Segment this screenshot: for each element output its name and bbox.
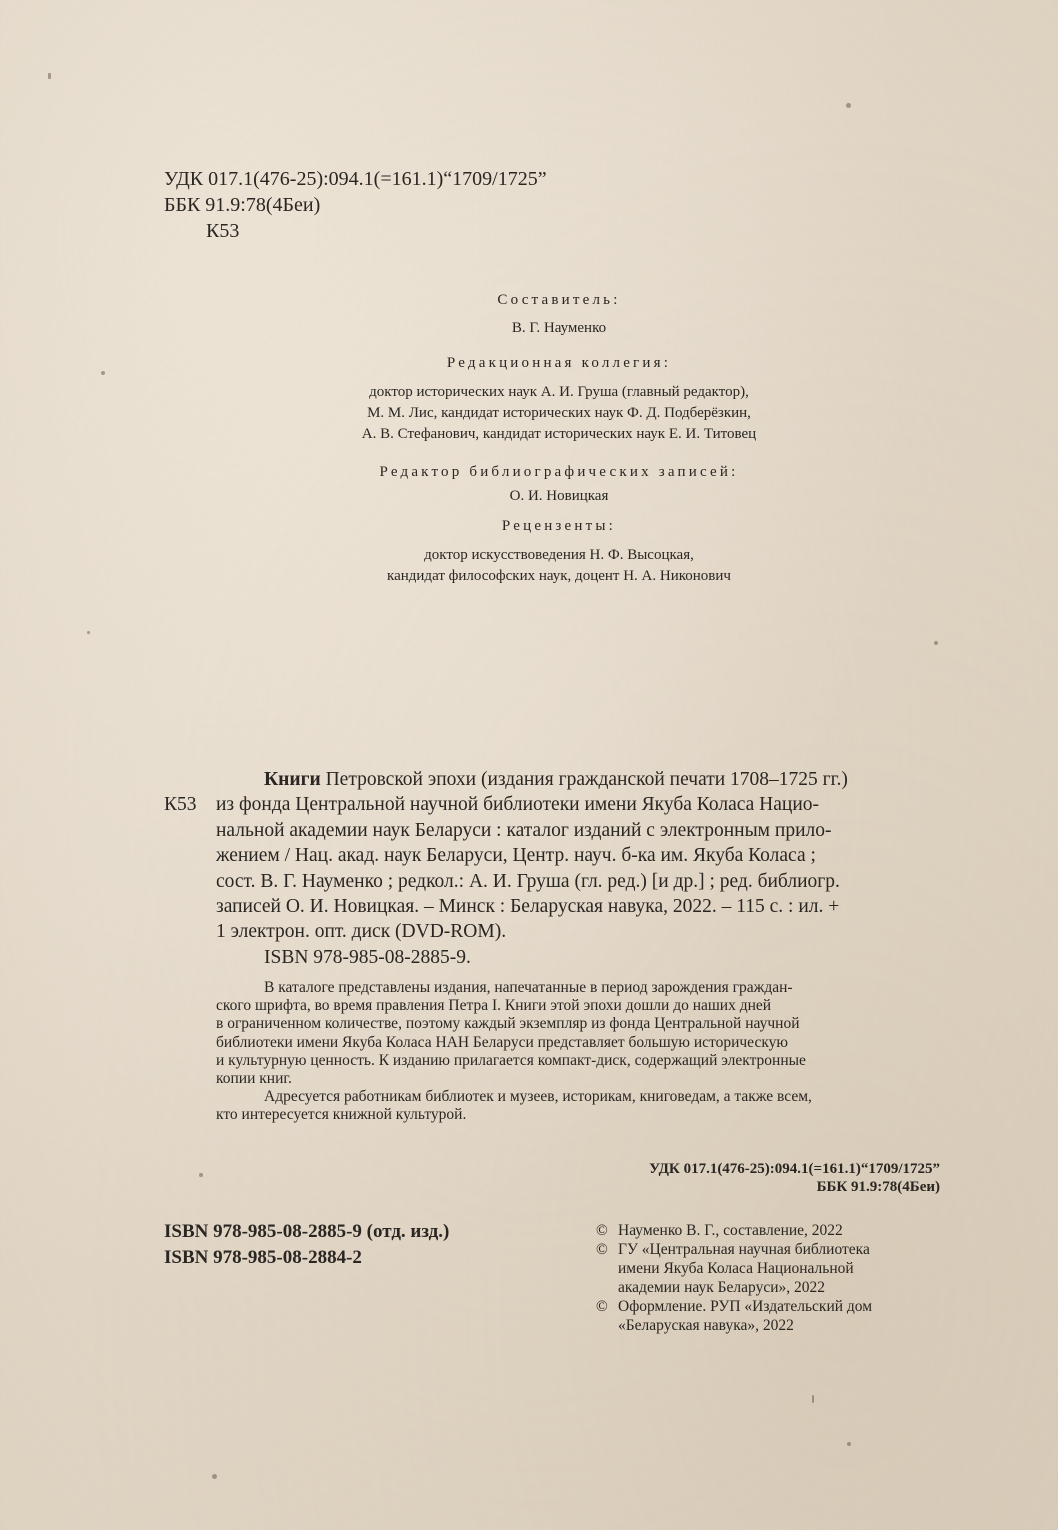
paper-speck — [934, 641, 938, 645]
annotation-line: ского шрифта, во время правления Петра I. Книги этой эпохи дошли до наших дней — [216, 997, 772, 1015]
compiler-section — [0, 290, 1058, 311]
bibliographic-record — [164, 767, 940, 970]
udk-code: УДК 017.1(476-25):094.1(=161.1)“1709/1725” — [164, 168, 547, 190]
copyright-icon: © — [596, 1241, 608, 1258]
copyright-icon: © — [596, 1298, 608, 1315]
copyright-line: Оформление. РУП «Издательский дом — [618, 1298, 873, 1315]
paper-speck — [48, 73, 51, 79]
annotation-line: Адресуется работникам библиотек и музеев, историкам, книговедам, а также всем, — [264, 1088, 812, 1106]
reviewers-label: Рецензенты: — [501, 518, 617, 534]
paper-speck — [812, 1395, 814, 1403]
record-isbn: ISBN 978-985-08-2885-9. — [264, 946, 471, 968]
biblio-editor-name: О. И. Новицкая — [509, 488, 609, 504]
udk-code-bottom: УДК 017.1(476-25):094.1(=161.1)“1709/1725” — [649, 1161, 940, 1177]
record-line: нальной академии наук Беларуси : каталог изданий с электронным прило- — [216, 819, 832, 841]
biblio-editor-section — [0, 462, 1058, 507]
reviewers-section — [0, 516, 1058, 537]
reviewer-line: доктор искусствоведения Н. Ф. Высоцкая, — [424, 547, 694, 563]
copyright-line: академии наук Беларуси», 2022 — [618, 1279, 826, 1296]
paper-speck — [846, 103, 851, 108]
record-line: сост. В. Г. Науменко ; редкол.: А. И. Груша (гл. ред.) [и др.] ; ред. библиогр. — [216, 870, 840, 892]
copyright-item — [596, 1240, 872, 1297]
classification-header — [164, 166, 547, 244]
side-author-mark: К53 — [164, 794, 197, 816]
copyright-item — [596, 1221, 872, 1240]
board-line: М. М. Лис, кандидат исторических наук Ф. Д. Подберёзкин, — [367, 405, 751, 421]
reviewer-line: кандидат философских наук, доцент Н. А. Никонович — [387, 568, 731, 584]
record-line: 1 электрон. опт. диск (DVD-ROM). — [216, 921, 507, 943]
record-title-line — [164, 767, 940, 792]
record-line: жением / Нац. акад. наук Беларуси, Центр. науч. б-ка им. Якуба Коласа ; — [216, 845, 816, 867]
annotation-line: и культурную ценность. К изданию прилагается компакт-диск, содержащий электронные — [216, 1051, 806, 1069]
isbn-set: ISBN 978-985-08-2884-2 — [164, 1247, 362, 1268]
reviewers-list — [0, 545, 1058, 587]
board-line: доктор исторических наук А. И. Груша (главный редактор), — [369, 384, 749, 400]
copyright-line: Науменко В. Г., составление, 2022 — [618, 1222, 843, 1239]
compiler-label: Составитель: — [497, 292, 621, 308]
copyright-block — [596, 1221, 872, 1335]
annotation-line: В каталоге представлены издания, напечатанные в период зарождения граждан- — [264, 979, 793, 996]
annotation-line: библиотеки имени Якуба Коласа НАН Беларуси представляет большую историческую — [216, 1033, 788, 1051]
paper-speck — [199, 1173, 203, 1177]
isbn-block — [164, 1219, 449, 1271]
paper-speck — [847, 1442, 851, 1446]
bbk-code-bottom: ББК 91.9:78(4Беи) — [816, 1179, 940, 1195]
annotation — [216, 979, 938, 1125]
record-title: Книги — [264, 769, 321, 790]
copyright-icon: © — [596, 1222, 608, 1239]
author-mark: К53 — [206, 220, 240, 242]
record-line-text: из фонда Центральной научной библиотеки имени Якуба Коласа Нацио- — [216, 794, 819, 816]
isbn-separate: ISBN 978-985-08-2885-9 (отд. изд.) — [164, 1221, 450, 1242]
compiler-name-wrap — [0, 318, 1058, 339]
paper-speck — [212, 1474, 217, 1479]
annotation-line: кто интересуется книжной культурой. — [216, 1106, 467, 1124]
board-members — [0, 382, 1058, 445]
copyright-line: «Беларуская навука», 2022 — [618, 1317, 794, 1334]
classification-footer — [649, 1160, 940, 1196]
record-line: записей О. И. Новицкая. – Минск : Беларуская навука, 2022. – 115 с. : ил. + — [216, 896, 840, 918]
record-line — [164, 792, 940, 817]
annotation-line: копии книг. — [216, 1070, 292, 1088]
copyright-line: имени Якуба Коласа Национальной — [618, 1260, 854, 1277]
bbk-code: ББК 91.9:78(4Беи) — [164, 194, 321, 216]
paper-speck — [87, 631, 90, 634]
record-title-rest: Петровской эпохи (издания гражданской печати 1708–1725 гг.) — [320, 769, 848, 790]
board-line: А. В. Стефанович, кандидат исторических наук Е. И. Титовец — [361, 426, 757, 442]
copyright-line: ГУ «Центральная научная библиотека — [618, 1241, 870, 1258]
annotation-line: в ограниченном количестве, поэтому каждый экземпляр из фонда Центральной научной — [216, 1015, 800, 1033]
board-label: Редакционная коллегия: — [446, 355, 672, 371]
board-section — [0, 353, 1058, 374]
biblio-editor-label: Редактор библиографических записей: — [379, 464, 739, 480]
copyright-item — [596, 1297, 872, 1335]
compiler-name: В. Г. Науменко — [511, 320, 607, 336]
